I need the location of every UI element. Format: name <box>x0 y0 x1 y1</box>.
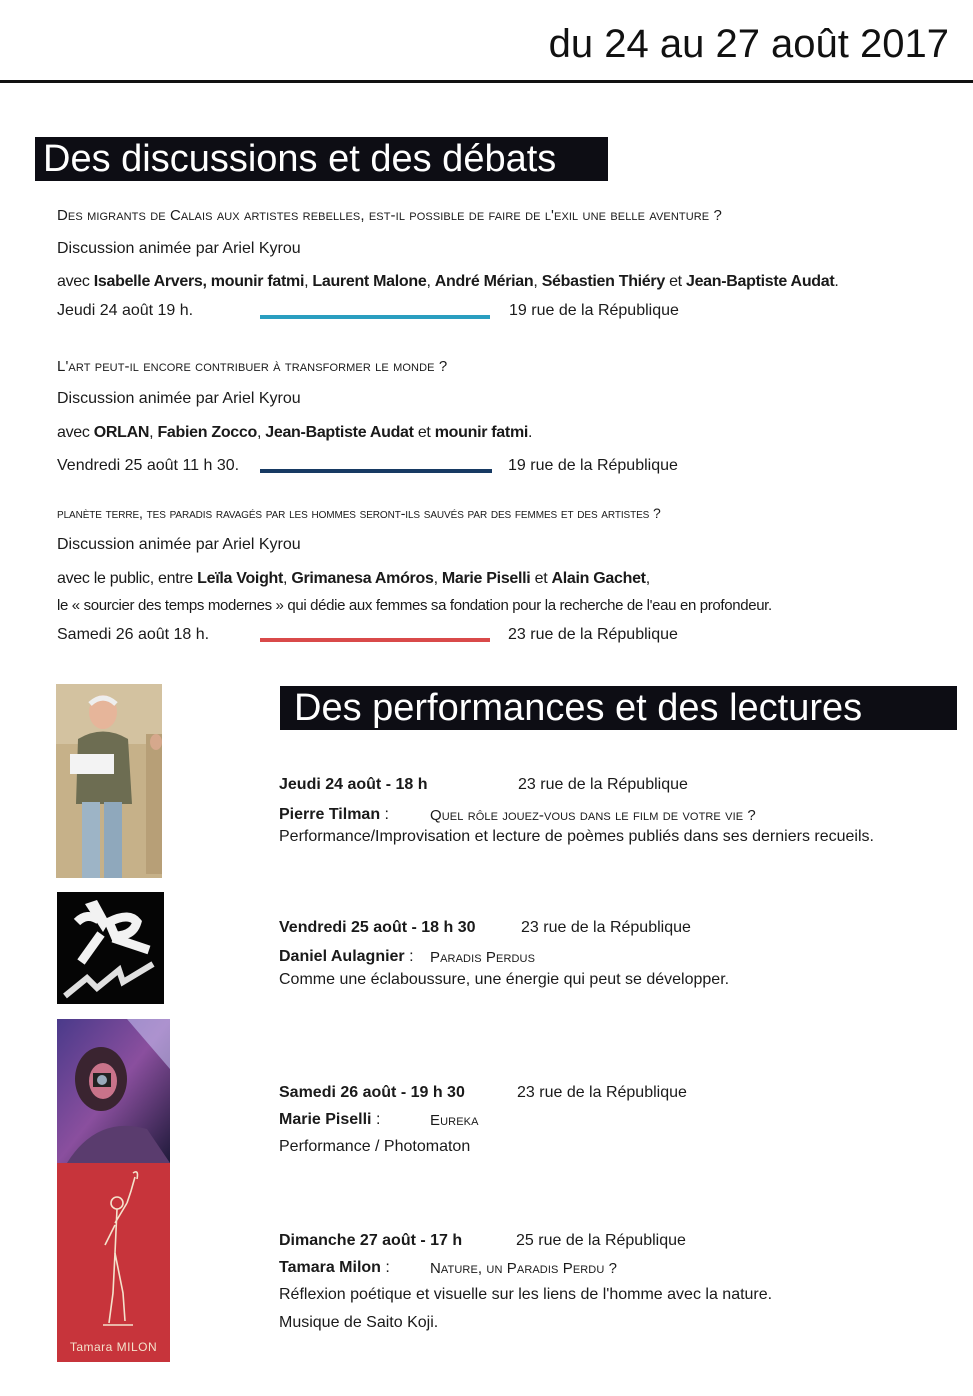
poster-caption: Tamara MILON <box>69 1340 158 1354</box>
header-rule <box>0 80 973 83</box>
discussion-3-extra: le « sourcier des temps modernes » qui dédie aux femmes sa fondation pour la recherche de l'eau en profondeur. <box>57 597 772 614</box>
tamara-milon-poster <box>57 1163 170 1362</box>
performance-2-work-title: Paradis Perdus <box>430 949 536 966</box>
discussion-1-moderator-line: Discussion animée par Ariel Kyrou <box>57 240 301 257</box>
discussion-1-participants: avec Isabelle Arvers, mounir fatmi, Laurent Malone, André Mérian, Sébastien Thiéry et Jean-Baptiste Audat. <box>57 273 839 290</box>
discussion-2-color-bar <box>260 469 492 473</box>
discussion-2-when: Vendredi 25 août 11 h 30. <box>57 457 240 474</box>
discussion-2-where: 19 rue de la République <box>508 457 678 474</box>
moderator-name: Ariel Kyrou <box>222 536 301 553</box>
performance-4-when: Dimanche 27 août - 17 h <box>279 1232 463 1249</box>
moderator-name: Ariel Kyrou <box>222 240 301 257</box>
discussion-3-participants: avec le public, entre Leïla Voight, Grimanesa Amóros, Marie Piselli et Alain Gachet, <box>57 570 650 587</box>
discussion-1-when: Jeudi 24 août 19 h. <box>57 302 194 319</box>
discussion-3-where: 23 rue de la République <box>508 626 678 643</box>
performance-3-when: Samedi 26 août - 19 h 30 <box>279 1084 465 1101</box>
discussion-1-question: Des migrants de Calais aux artistes rebelles, est-il possible de faire de l'exil une belle aventure ? <box>57 207 722 224</box>
performance-4-artist: Tamara Milon : <box>279 1259 390 1276</box>
date-range-title: du 24 au 27 août 2017 <box>548 22 949 66</box>
performances-section-title: Des performances et des lectures <box>280 686 957 730</box>
discussion-1-color-bar <box>260 315 490 319</box>
photo-woman-camera <box>57 1019 170 1163</box>
discussion-2-moderator-line: Discussion animée par Ariel Kyrou <box>57 390 301 407</box>
discussion-1-where: 19 rue de la République <box>509 302 679 319</box>
discussion-3-moderator-line: Discussion animée par Ariel Kyrou <box>57 536 301 553</box>
performance-1-when: Jeudi 24 août - 18 h <box>279 776 428 793</box>
discussions-section-title: Des discussions et des débats <box>35 137 608 181</box>
discussion-2-participants: avec ORLAN, Fabien Zocco, Jean-Baptiste Audat et mounir fatmi. <box>57 424 533 441</box>
performance-2-artist: Daniel Aulagnier : <box>279 948 414 965</box>
performance-1-work-title: Quel rôle jouez-vous dans le film de votre vie ? <box>430 807 756 824</box>
performance-2-description: Comme une éclaboussure, une énergie qui peut se développer. <box>279 971 730 988</box>
photo-man-reading <box>56 684 162 878</box>
pp-logo <box>57 892 164 1004</box>
moderator-name: Ariel Kyrou <box>222 390 301 407</box>
performance-3-description: Performance / Photomaton <box>279 1138 471 1155</box>
discussion-3-question: planète terre, tes paradis ravagés par les hommes seront-ils sauvés par des femmes et des artistes ? <box>57 505 661 521</box>
discussion-2-question: L'art peut-il encore contribuer à transformer le monde ? <box>57 358 448 375</box>
performance-2-where: 23 rue de la République <box>521 919 691 936</box>
performance-4-work-title: Nature, un Paradis Perdu ? <box>430 1260 618 1277</box>
discussion-3-color-bar <box>260 638 490 642</box>
stick-figure-drawing <box>57 1163 170 1338</box>
performance-1-artist: Pierre Tilman : <box>279 806 389 823</box>
performance-1-description: Performance/Improvisation et lecture de poèmes publiés dans ses derniers recueils. <box>279 828 874 845</box>
performance-4-description: Réflexion poétique et visuelle sur les liens de l'homme avec la nature. <box>279 1286 773 1303</box>
performance-4-where: 25 rue de la République <box>516 1232 686 1249</box>
performance-2-when: Vendredi 25 août - 18 h 30 <box>279 919 476 936</box>
performance-4-music: Musique de Saito Koji. <box>279 1314 439 1331</box>
discussion-3-when: Samedi 26 août 18 h. <box>57 626 210 643</box>
performance-3-work-title: Eureka <box>430 1112 479 1129</box>
performance-1-where: 23 rue de la République <box>518 776 688 793</box>
performance-3-artist: Marie Piselli : <box>279 1111 381 1128</box>
performance-3-where: 23 rue de la République <box>517 1084 687 1101</box>
